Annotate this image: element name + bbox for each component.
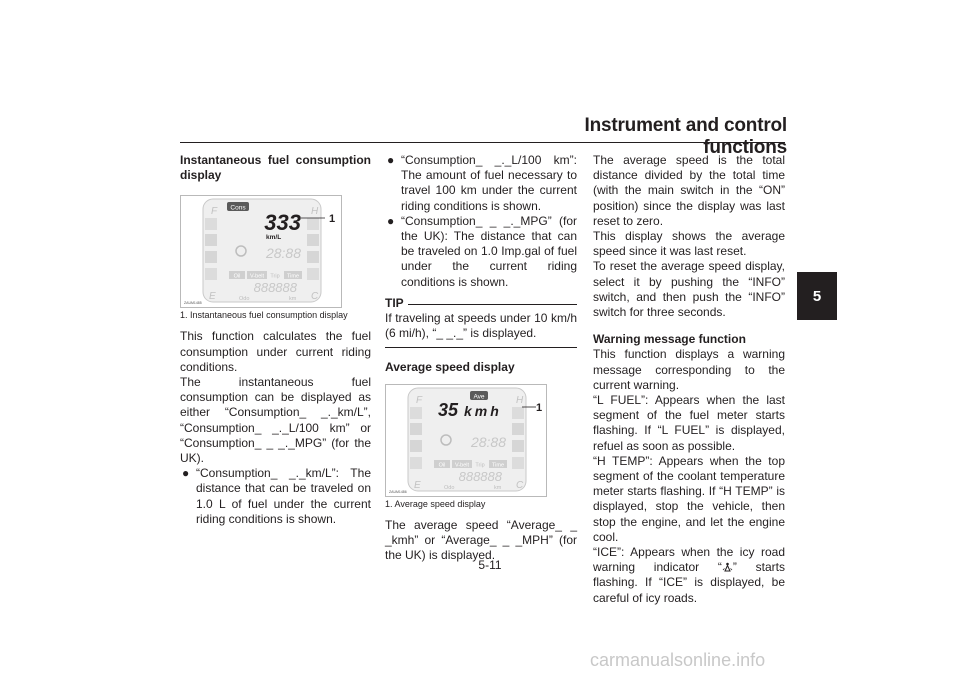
svg-text:H: H xyxy=(311,206,319,218)
bullet-item: ● “Consumption_ _._km/L”: The distance that can be traveled on 1.0 L of fuel under the current riding conditions is shown. xyxy=(182,466,371,526)
svg-text:F: F xyxy=(211,206,218,218)
bullet-icon: ● xyxy=(182,466,190,481)
heading-warning-message: Warning message function xyxy=(593,332,746,347)
svg-text:H: H xyxy=(516,394,524,406)
header-rule xyxy=(180,142,785,143)
page-number: 5-11 xyxy=(478,558,502,572)
svg-text:Odo: Odo xyxy=(239,296,250,303)
svg-text:F: F xyxy=(416,394,423,406)
paragraph: This function calculates the fuel consumption under current riding conditions. xyxy=(180,329,371,374)
column-2 xyxy=(385,153,577,563)
paragraph: This function displays a warning message corresponding to the current warning. xyxy=(593,347,785,392)
svg-text:V-belt: V-belt xyxy=(454,462,470,469)
paragraph: To reset the average speed display, select it by pushing the “INFO” switch, and then push the “INFO” switch for three seconds. xyxy=(593,259,785,320)
svg-text:Time: Time xyxy=(286,273,300,280)
icy-road-warning-icon xyxy=(722,561,733,572)
svg-text:ZAUM1485: ZAUM1485 xyxy=(184,301,202,306)
svg-text:Trip: Trip xyxy=(270,273,280,280)
svg-text:888888: 888888 xyxy=(253,280,297,296)
paragraph: The average speed “Average_ _ _kmh” or “Average_ _ _MPH” (for the UK) is displayed. xyxy=(385,517,577,563)
bullet-icon: ● xyxy=(387,213,395,228)
svg-text:E: E xyxy=(209,291,216,303)
svg-text:C: C xyxy=(516,479,524,491)
paragraph: “L FUEL”: Appears when the last segment of the fuel meter starts flashing. If “L FUEL” is displayed, refuel as soon as possible. xyxy=(593,393,785,453)
svg-text:28:88: 28:88 xyxy=(470,433,506,450)
svg-text:C: C xyxy=(311,291,319,303)
meter-illustration xyxy=(386,385,546,496)
figure-caption-1: 1. Instantaneous fuel consumption display xyxy=(180,310,348,321)
bullet-item: ● “Consumption_ _._L/100 km”: The amount of fuel necessary to travel 100 km under the current riding conditions is shown. xyxy=(387,153,577,213)
section-title: Instrument and control functions xyxy=(584,115,787,158)
meter-illustration xyxy=(181,196,341,307)
svg-text:E: E xyxy=(414,479,421,491)
svg-text:Ave: Ave xyxy=(473,393,485,401)
chapter-tab[interactable]: 5 xyxy=(797,272,837,320)
tip-label: TIP xyxy=(385,295,404,310)
svg-text:km: km xyxy=(494,484,502,491)
tip-box xyxy=(385,296,577,349)
callout-1: 1 xyxy=(329,213,336,226)
svg-text:ZAUM1486: ZAUM1486 xyxy=(389,489,407,494)
heading-instantaneous-fuel: Instantaneous fuel consumption display xyxy=(180,153,371,183)
figure-average-speed xyxy=(385,384,547,497)
paragraph: The instantaneous fuel consumption can be displayed as either “Consumption_ _._km/L”, “Consumption_ _._L/100 km” or “Consumption_ _ _._MPG” (for the UK). xyxy=(180,375,371,466)
paragraph: This display shows the average speed since it was last reset. xyxy=(593,229,785,259)
svg-text:Oil: Oil xyxy=(233,273,241,280)
svg-text:Odo: Odo xyxy=(444,484,455,491)
paragraph: “ICE”: Appears when the icy road warning indicator “ ” starts flashing. If “ICE” is displayed, be careful of icy roads. xyxy=(593,545,786,605)
svg-text:Time: Time xyxy=(491,462,505,469)
svg-text:V-belt: V-belt xyxy=(249,273,265,280)
svg-text:28:88: 28:88 xyxy=(265,245,301,262)
column-3 xyxy=(593,153,785,606)
paragraph: The average speed is the total distance divided by the total time (with the main switch in the “ON” position) since the display was last reset to zero. xyxy=(593,153,785,228)
svg-text:Oil: Oil xyxy=(438,462,446,469)
svg-text:888888: 888888 xyxy=(458,468,502,484)
svg-text:Trip: Trip xyxy=(475,462,485,469)
watermark: carmanualsonline.info xyxy=(590,650,766,670)
heading-average-speed: Average speed display xyxy=(385,360,515,375)
svg-text:kmh: kmh xyxy=(464,402,502,419)
bullet-item: ● “Consumption_ _ _._MPG” (for the UK): The distance that can be traveled on 1.0 Imp.gal of fuel under the current riding conditions is shown. xyxy=(387,213,577,289)
tip-text: If traveling at speeds under 10 km/h (6 mi/h), “_ _._” is displayed. xyxy=(385,311,577,341)
figure-fuel-consumption xyxy=(180,195,342,308)
svg-text:km/L: km/L xyxy=(266,234,282,242)
paragraph: “H TEMP”: Appears when the top segment of the coolant temperature meter starts flashing. If “H TEMP” is displayed, stop the vehicle, then stop the engine, and let the engine cool. xyxy=(593,453,785,544)
svg-text:333: 333 xyxy=(264,210,301,236)
figure-caption-2: 1. Average speed display xyxy=(385,498,486,509)
svg-text:Cons: Cons xyxy=(230,204,246,212)
callout-1: 1 xyxy=(536,401,543,414)
bullet-icon: ● xyxy=(387,153,395,167)
svg-text:35: 35 xyxy=(438,399,459,420)
svg-text:km: km xyxy=(289,296,297,303)
column-1 xyxy=(180,153,371,527)
